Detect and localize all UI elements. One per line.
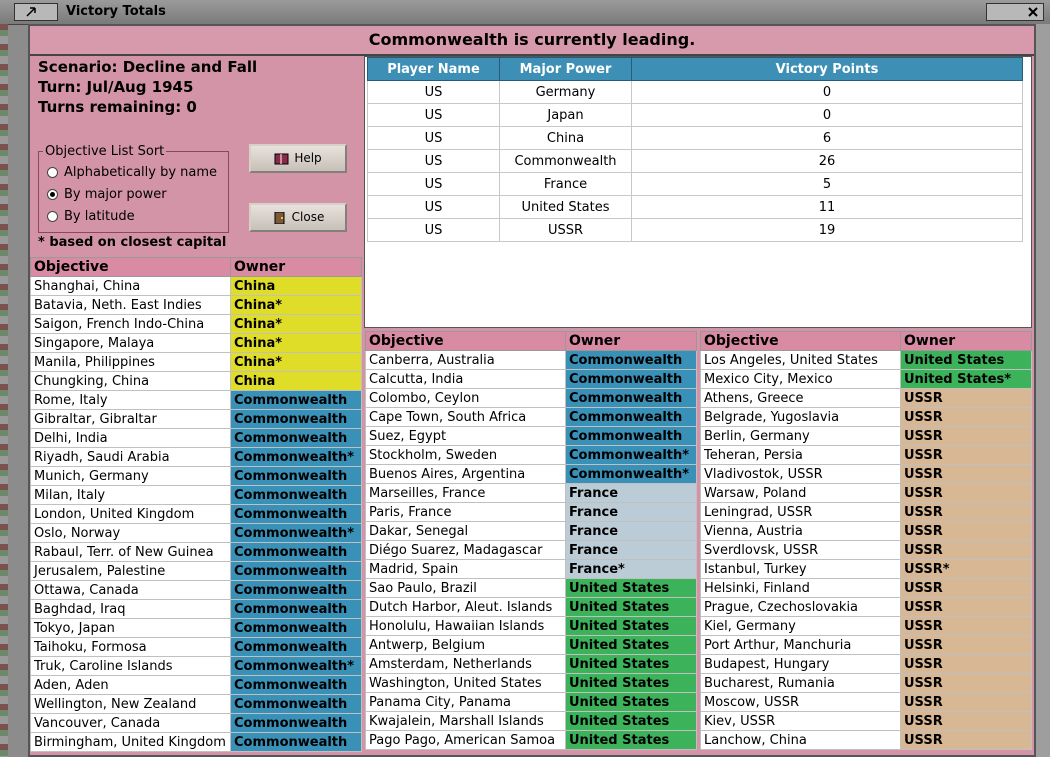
sort-option-latitude[interactable] — [47, 209, 135, 224]
objective-owner: Commonwealth — [231, 619, 362, 638]
column-header-player: Player Name — [368, 58, 500, 81]
objective-name: Oslo, Norway — [31, 524, 231, 543]
objective-row[interactable] — [31, 638, 362, 657]
objective-owner: Commonwealth — [231, 733, 362, 752]
objective-name: Mexico City, Mexico — [701, 370, 901, 389]
player-name-cell: US — [368, 196, 500, 219]
victory-points-cell: 26 — [632, 150, 1023, 173]
objective-name: Riyadh, Saudi Arabia — [31, 448, 231, 467]
objective-name: Gibraltar, Gibraltar — [31, 410, 231, 429]
closest-capital-footnote: * based on closest capital — [38, 235, 227, 250]
objective-owner: USSR — [901, 389, 1032, 408]
objective-row[interactable] — [366, 731, 697, 750]
player-name-cell: US — [368, 127, 500, 150]
objective-name: Truk, Caroline Islands — [31, 657, 231, 676]
objective-row[interactable] — [366, 446, 697, 465]
objective-name: Pago Pago, American Samoa — [366, 731, 566, 750]
system-menu-icon — [15, 4, 57, 20]
objective-name: Athens, Greece — [701, 389, 901, 408]
objective-owner: United States — [901, 351, 1032, 370]
objective-row[interactable] — [366, 693, 697, 712]
player-name-cell: US — [368, 104, 500, 127]
objective-row[interactable] — [31, 353, 362, 372]
objective-owner: USSR — [901, 408, 1032, 427]
system-menu-button[interactable] — [14, 3, 58, 21]
objective-row[interactable] — [701, 636, 1032, 655]
objective-owner: France — [566, 541, 697, 560]
objective-name: Antwerp, Belgium — [366, 636, 566, 655]
objective-row[interactable] — [701, 427, 1032, 446]
objective-owner: China* — [231, 296, 362, 315]
objective-row[interactable] — [701, 351, 1032, 370]
door-icon — [272, 212, 288, 224]
objective-row[interactable] — [366, 370, 697, 389]
objective-row[interactable] — [31, 486, 362, 505]
objective-owner: USSR — [901, 579, 1032, 598]
objective-sort-group — [38, 144, 229, 233]
objective-name: Colombo, Ceylon — [366, 389, 566, 408]
radio-label: Alphabetically by name — [64, 165, 218, 180]
objective-row[interactable] — [31, 505, 362, 524]
objective-owner: Commonwealth — [231, 391, 362, 410]
objective-row[interactable] — [701, 446, 1032, 465]
objective-name: Berlin, Germany — [701, 427, 901, 446]
objective-name: Calcutta, India — [366, 370, 566, 389]
objective-name: Saigon, French Indo-China — [31, 315, 231, 334]
objective-owner: Commonwealth — [231, 695, 362, 714]
objective-name: Lanchow, China — [701, 731, 901, 750]
objective-name: Washington, United States — [366, 674, 566, 693]
objective-row[interactable] — [701, 522, 1032, 541]
player-name-cell: US — [368, 219, 500, 242]
objective-name: Leningrad, USSR — [701, 503, 901, 522]
victory-points-cell: 0 — [632, 81, 1023, 104]
objective-owner: China* — [231, 315, 362, 334]
objective-row[interactable] — [701, 484, 1032, 503]
objective-name: Vladivostok, USSR — [701, 465, 901, 484]
objective-owner: Commonwealth — [231, 410, 362, 429]
objective-owner: Commonwealth — [566, 389, 697, 408]
objective-owner: Commonwealth* — [566, 446, 697, 465]
radio-button-icon[interactable] — [47, 167, 58, 178]
column-header-owner: Owner — [566, 332, 697, 351]
radio-label: By latitude — [64, 209, 135, 224]
objective-owner: United States — [566, 655, 697, 674]
victory-points-panel — [364, 56, 1032, 328]
column-header-owner: Owner — [231, 258, 362, 277]
background-map-strip — [0, 24, 8, 757]
objective-name: Rome, Italy — [31, 391, 231, 410]
column-header-major-power: Major Power — [500, 58, 632, 81]
objective-owner: United States — [566, 674, 697, 693]
major-power-cell: USSR — [500, 219, 632, 242]
objective-name: Jerusalem, Palestine — [31, 562, 231, 581]
objective-name: Sverdlovsk, USSR — [701, 541, 901, 560]
scenario-name: Scenario: Decline and Fall — [38, 58, 258, 76]
objective-owner: China — [231, 372, 362, 391]
objective-name: Warsaw, Poland — [701, 484, 901, 503]
objective-name: Kiel, Germany — [701, 617, 901, 636]
radio-button-icon[interactable] — [47, 211, 58, 222]
objective-row[interactable] — [31, 448, 362, 467]
objective-owner: USSR — [901, 503, 1032, 522]
objective-owner: Commonwealth — [231, 429, 362, 448]
major-power-cell: Germany — [500, 81, 632, 104]
objective-name: Teheran, Persia — [701, 446, 901, 465]
objective-name: Ottawa, Canada — [31, 581, 231, 600]
objective-row[interactable] — [701, 617, 1032, 636]
objective-name: Port Arthur, Manchuria — [701, 636, 901, 655]
victory-row — [368, 196, 1023, 219]
objective-row[interactable] — [366, 503, 697, 522]
objective-owner: Commonwealth — [231, 562, 362, 581]
objective-owner: Commonwealth — [566, 370, 697, 389]
objective-name: Taihoku, Formosa — [31, 638, 231, 657]
objective-owner: China — [231, 277, 362, 296]
objective-name: Baghdad, Iraq — [31, 600, 231, 619]
objective-owner: Commonwealth — [566, 351, 697, 370]
objective-row[interactable] — [366, 541, 697, 560]
objective-row[interactable] — [31, 372, 362, 391]
objective-row[interactable] — [366, 655, 697, 674]
close-button-label: Close — [291, 210, 325, 224]
objective-row[interactable] — [31, 543, 362, 562]
objective-row[interactable] — [366, 674, 697, 693]
objective-name: Tokyo, Japan — [31, 619, 231, 638]
objective-owner: United States — [566, 731, 697, 750]
objective-name: Prague, Czechoslovakia — [701, 598, 901, 617]
objective-owner: France — [566, 503, 697, 522]
objective-name: Vienna, Austria — [701, 522, 901, 541]
objective-name: Batavia, Neth. East Indies — [31, 296, 231, 315]
objective-owner: China* — [231, 353, 362, 372]
objective-owner: USSR — [901, 427, 1032, 446]
sort-option-major-power[interactable] — [47, 187, 167, 202]
objective-row[interactable] — [366, 522, 697, 541]
objective-row[interactable] — [701, 693, 1032, 712]
objective-row[interactable] — [701, 655, 1032, 674]
objective-row[interactable] — [31, 296, 362, 315]
player-name-cell: US — [368, 150, 500, 173]
objective-owner: Commonwealth — [231, 600, 362, 619]
close-x-icon — [987, 4, 1043, 20]
objective-name: Diégo Suarez, Madagascar — [366, 541, 566, 560]
turns-remaining: Turns remaining: 0 — [38, 98, 197, 116]
objective-row[interactable] — [366, 617, 697, 636]
major-power-cell: Japan — [500, 104, 632, 127]
objective-owner: Commonwealth — [566, 408, 697, 427]
objective-name: Suez, Egypt — [366, 427, 566, 446]
objective-row[interactable] — [31, 581, 362, 600]
objective-row[interactable] — [366, 408, 697, 427]
objective-name: Milan, Italy — [31, 486, 231, 505]
objective-name: Honolulu, Hawaiian Islands — [366, 617, 566, 636]
book-icon — [274, 153, 290, 165]
objective-row[interactable] — [31, 619, 362, 638]
objective-name: Rabaul, Terr. of New Guinea — [31, 543, 231, 562]
help-button-label: Help — [294, 151, 322, 165]
objective-owner: China* — [231, 334, 362, 353]
objective-name: Dutch Harbor, Aleut. Islands — [366, 598, 566, 617]
scenario-info — [38, 57, 257, 117]
objective-owner: France* — [566, 560, 697, 579]
objective-name: Los Angeles, United States — [701, 351, 901, 370]
objective-owner: Commonwealth — [231, 486, 362, 505]
objective-row[interactable] — [701, 579, 1032, 598]
objective-owner: USSR — [901, 693, 1032, 712]
victory-points-cell: 5 — [632, 173, 1023, 196]
objective-owner: Commonwealth — [231, 543, 362, 562]
turn-label: Turn: Jul/Aug 1945 — [38, 78, 194, 96]
objective-name: Bucharest, Rumania — [701, 674, 901, 693]
victory-points-table — [367, 57, 1023, 242]
objective-name: Paris, France — [366, 503, 566, 522]
objective-row[interactable] — [31, 562, 362, 581]
objective-row[interactable] — [366, 636, 697, 655]
objective-row[interactable] — [366, 560, 697, 579]
objective-owner: United States — [566, 712, 697, 731]
objective-name: Vancouver, Canada — [31, 714, 231, 733]
column-header-objective: Objective — [366, 332, 566, 351]
major-power-cell: France — [500, 173, 632, 196]
objective-owner: France — [566, 522, 697, 541]
objective-row[interactable] — [366, 465, 697, 484]
objective-owner: United States — [566, 693, 697, 712]
objective-name: Buenos Aires, Argentina — [366, 465, 566, 484]
objective-name: Aden, Aden — [31, 676, 231, 695]
objective-name: Manila, Philippines — [31, 353, 231, 372]
objective-row[interactable] — [366, 484, 697, 503]
major-power-cell: United States — [500, 196, 632, 219]
objective-name: Istanbul, Turkey — [701, 560, 901, 579]
objectives-table-left — [30, 257, 362, 752]
objective-name: Budapest, Hungary — [701, 655, 901, 674]
objective-row[interactable] — [31, 733, 362, 752]
window-close-button[interactable] — [986, 3, 1044, 21]
objective-name: Munich, Germany — [31, 467, 231, 486]
objective-owner: United States — [566, 636, 697, 655]
objective-row[interactable] — [366, 389, 697, 408]
objective-row[interactable] — [701, 503, 1032, 522]
objective-row[interactable] — [366, 712, 697, 731]
objective-row[interactable] — [31, 695, 362, 714]
objective-owner: USSR — [901, 674, 1032, 693]
objective-name: Singapore, Malaya — [31, 334, 231, 353]
objective-row[interactable] — [366, 579, 697, 598]
objective-name: Birmingham, United Kingdom — [31, 733, 231, 752]
objective-owner: Commonwealth — [231, 638, 362, 657]
objective-name: Belgrade, Yugoslavia — [701, 408, 901, 427]
leading-message: Commonwealth is currently leading. — [30, 26, 1034, 56]
objective-name: Marseilles, France — [366, 484, 566, 503]
objective-owner: United States — [566, 617, 697, 636]
objective-name: Panama City, Panama — [366, 693, 566, 712]
objective-row[interactable] — [701, 370, 1032, 389]
objective-owner: Commonwealth — [231, 714, 362, 733]
window-title: Victory Totals — [66, 4, 166, 19]
major-power-cell: China — [500, 127, 632, 150]
objective-owner: Commonwealth* — [231, 524, 362, 543]
objective-row[interactable] — [31, 600, 362, 619]
objective-row[interactable] — [701, 541, 1032, 560]
objective-owner: USSR — [901, 598, 1032, 617]
objective-row[interactable] — [31, 429, 362, 448]
objective-row[interactable] — [366, 598, 697, 617]
title-bar[interactable] — [0, 0, 1050, 25]
objective-owner: USSR — [901, 522, 1032, 541]
sort-group-legend: Objective List Sort — [45, 144, 165, 159]
objective-name: Chungking, China — [31, 372, 231, 391]
objective-row[interactable] — [31, 467, 362, 486]
objective-owner: USSR — [901, 617, 1032, 636]
objective-owner: USSR* — [901, 560, 1032, 579]
objective-owner: Commonwealth — [231, 581, 362, 600]
objective-row[interactable] — [31, 277, 362, 296]
victory-points-cell: 11 — [632, 196, 1023, 219]
objective-row[interactable] — [701, 465, 1032, 484]
column-header-objective: Objective — [701, 332, 901, 351]
objective-name: London, United Kingdom — [31, 505, 231, 524]
objective-name: Kwajalein, Marshall Islands — [366, 712, 566, 731]
objective-row[interactable] — [701, 712, 1032, 731]
objective-name: Shanghai, China — [31, 277, 231, 296]
objective-owner: Commonwealth* — [566, 465, 697, 484]
victory-points-cell: 6 — [632, 127, 1023, 150]
objective-row[interactable] — [701, 731, 1032, 750]
objective-row[interactable] — [31, 714, 362, 733]
objective-row[interactable] — [31, 315, 362, 334]
objective-name: Cape Town, South Africa — [366, 408, 566, 427]
objective-owner: Commonwealth* — [231, 657, 362, 676]
objective-name: Wellington, New Zealand — [31, 695, 231, 714]
victory-points-cell: 19 — [632, 219, 1023, 242]
objective-owner: United States — [566, 598, 697, 617]
radio-label: By major power — [64, 187, 167, 202]
objective-row[interactable] — [366, 351, 697, 370]
objective-name: Moscow, USSR — [701, 693, 901, 712]
objectives-table-middle — [365, 331, 697, 750]
objective-row[interactable] — [701, 674, 1032, 693]
sort-option-alphabetical[interactable] — [47, 165, 217, 180]
victory-row — [368, 150, 1023, 173]
objective-name: Dakar, Senegal — [366, 522, 566, 541]
objective-row[interactable] — [31, 410, 362, 429]
objective-owner: USSR — [901, 655, 1032, 674]
objective-owner: Commonwealth — [231, 676, 362, 695]
objective-owner: Commonwealth — [566, 427, 697, 446]
objective-owner: USSR — [901, 446, 1032, 465]
objective-owner: France — [566, 484, 697, 503]
objective-row[interactable] — [31, 657, 362, 676]
objective-owner: USSR — [901, 712, 1032, 731]
objective-row[interactable] — [31, 524, 362, 543]
objective-row[interactable] — [701, 408, 1032, 427]
objective-row[interactable] — [701, 560, 1032, 579]
objective-name: Stockholm, Sweden — [366, 446, 566, 465]
objective-row[interactable] — [31, 391, 362, 410]
objective-owner: Commonwealth* — [231, 448, 362, 467]
objective-owner: United States* — [901, 370, 1032, 389]
column-header-victory-points: Victory Points — [632, 58, 1023, 81]
victory-row — [368, 219, 1023, 242]
help-button[interactable] — [249, 144, 347, 173]
victory-row — [368, 104, 1023, 127]
objective-owner: Commonwealth — [231, 467, 362, 486]
objective-owner: USSR — [901, 731, 1032, 750]
objectives-table-right — [700, 331, 1032, 750]
objective-owner: USSR — [901, 484, 1032, 503]
player-name-cell: US — [368, 81, 500, 104]
objective-name: Sao Paulo, Brazil — [366, 579, 566, 598]
objective-owner: USSR — [901, 541, 1032, 560]
column-header-owner: Owner — [901, 332, 1032, 351]
column-header-objective: Objective — [31, 258, 231, 277]
objective-name: Kiev, USSR — [701, 712, 901, 731]
window-border-right — [1036, 24, 1050, 757]
close-button[interactable] — [249, 203, 347, 232]
objective-name: Helsinki, Finland — [701, 579, 901, 598]
objective-owner: United States — [566, 579, 697, 598]
major-power-cell: Commonwealth — [500, 150, 632, 173]
radio-button-selected-icon[interactable] — [47, 189, 58, 200]
objective-row[interactable] — [366, 427, 697, 446]
victory-row — [368, 173, 1023, 196]
objective-row[interactable] — [701, 389, 1032, 408]
objective-row[interactable] — [701, 598, 1032, 617]
victory-row — [368, 127, 1023, 150]
victory-points-cell: 0 — [632, 104, 1023, 127]
objective-name: Amsterdam, Netherlands — [366, 655, 566, 674]
objective-owner: USSR — [901, 465, 1032, 484]
objective-row[interactable] — [31, 676, 362, 695]
objective-name: Delhi, India — [31, 429, 231, 448]
objective-name: Madrid, Spain — [366, 560, 566, 579]
objective-owner: USSR — [901, 636, 1032, 655]
objective-owner: Commonwealth — [231, 505, 362, 524]
objective-row[interactable] — [31, 334, 362, 353]
victory-row — [368, 81, 1023, 104]
player-name-cell: US — [368, 173, 500, 196]
objective-name: Canberra, Australia — [366, 351, 566, 370]
